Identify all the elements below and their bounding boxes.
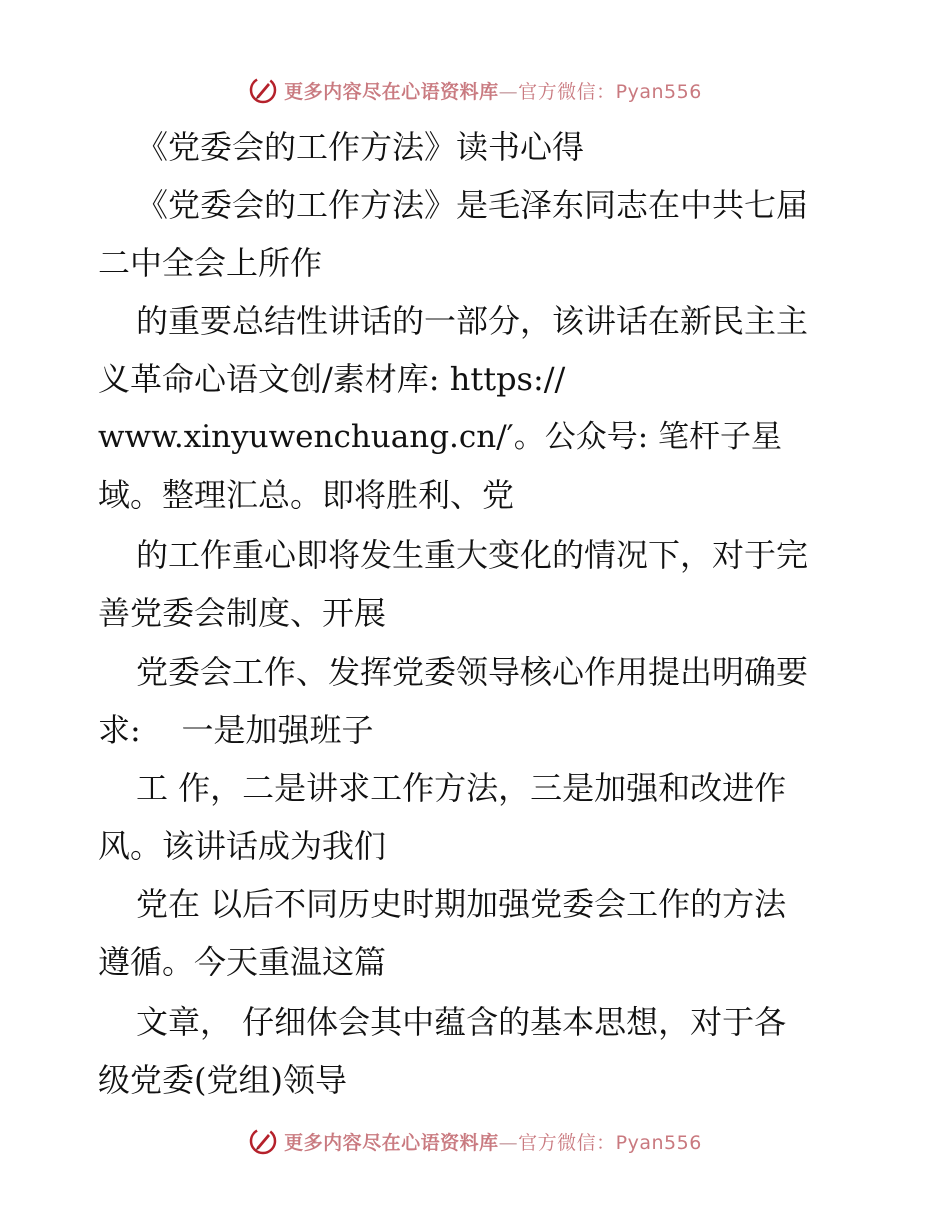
header-watermark-banner bbox=[0, 70, 950, 110]
watermark-separator: — bbox=[498, 80, 519, 103]
swirl-pen-logo-icon bbox=[248, 1126, 278, 1156]
footer-watermark-banner bbox=[0, 1121, 950, 1161]
text-line: 善党委会制度、开展 bbox=[98, 594, 387, 632]
text-line: 党委会工作、发挥党委领导核心作用提出明确要 bbox=[136, 653, 809, 691]
watermark-brand: 更多内容尽在心语资料库 bbox=[284, 1131, 499, 1154]
text-line: 义革命心语文创/素材库: https:// bbox=[98, 360, 566, 398]
swirl-pen-logo-icon bbox=[248, 75, 278, 105]
text-line: 遵循。今天重温这篇 bbox=[98, 943, 387, 981]
text-line: 级党委(党组)领导 bbox=[98, 1061, 347, 1099]
watermark-wechat: 官方微信：Pyan556 bbox=[518, 1131, 702, 1154]
text-line: 党在 以后不同历史时期加强党委会工作的方法 bbox=[136, 885, 787, 923]
text-line: 求: 一是加强班子 bbox=[98, 711, 374, 749]
text-line: 《党委会的工作方法》是毛泽东同志在中共七届 bbox=[136, 186, 809, 224]
watermark-text bbox=[284, 77, 702, 104]
text-line: www.xinyuwenchuang.cn/′。公众号: 笔杆子星 bbox=[98, 419, 783, 455]
text-line: 工 作，二是讲求工作方法，三是加强和改进作 bbox=[136, 769, 787, 807]
watermark-text bbox=[284, 1128, 702, 1155]
text-line: 的工作重心即将发生重大变化的情况下，对于完 bbox=[136, 536, 809, 574]
watermark-wechat: 官方微信：Pyan556 bbox=[518, 80, 702, 103]
text-line: 二中全会上所作 bbox=[98, 244, 323, 282]
watermark-brand: 更多内容尽在心语资料库 bbox=[284, 80, 499, 103]
text-line: 风。该讲话成为我们 bbox=[98, 827, 387, 865]
text-line: 域。整理汇总。即将胜利、党 bbox=[98, 476, 515, 514]
document-title: 《党委会的工作方法》读书心得 bbox=[136, 128, 585, 166]
text-line: 的重要总结性讲话的一部分，该讲话在新民主主 bbox=[136, 302, 809, 340]
watermark-separator: — bbox=[498, 1131, 519, 1154]
text-line: 文章， 仔细体会其中蕴含的基本思想，对于各 bbox=[136, 1003, 787, 1041]
